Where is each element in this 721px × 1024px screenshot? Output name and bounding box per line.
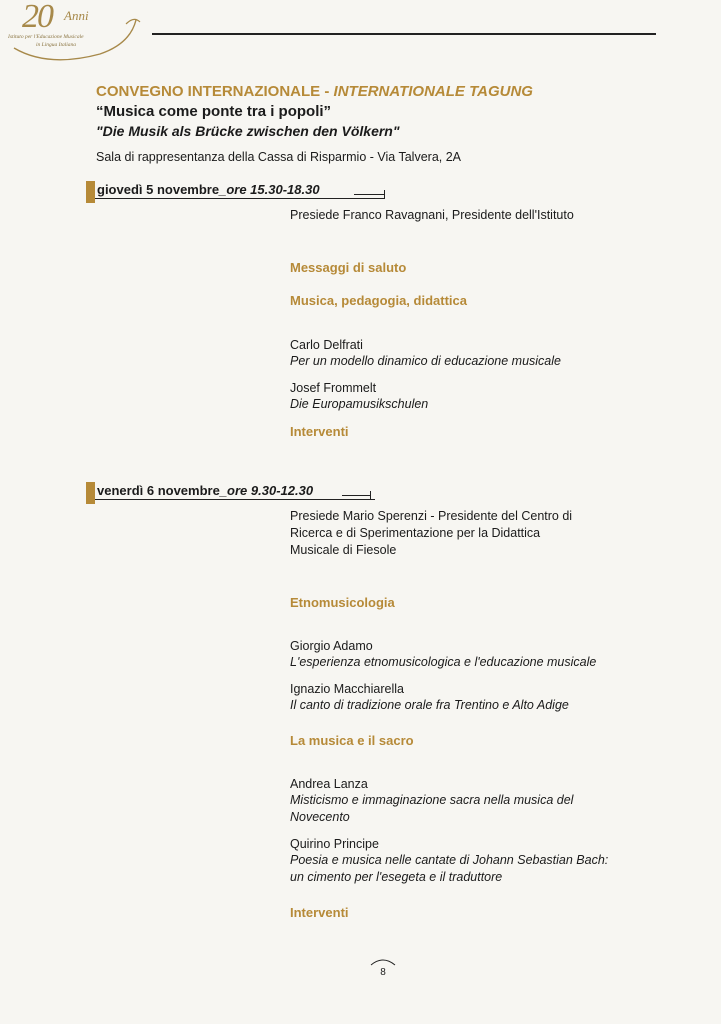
logo xyxy=(8,2,138,66)
day-1-time: 15.30-18.30 xyxy=(250,182,320,197)
day-marker-icon xyxy=(86,482,95,504)
talk-title-lanza-line-2: Novecento xyxy=(290,810,350,824)
day-2-underline xyxy=(95,499,375,500)
logo-word: Anni xyxy=(64,8,89,23)
section-sacred: La musica e il sacro xyxy=(290,733,414,748)
speaker-frommelt: Josef Frommelt xyxy=(290,381,377,395)
section-interventi-2: Interventi xyxy=(290,905,349,920)
conference-subtitle-de: "Die Musik als Brücke zwischen den Völkern" xyxy=(96,123,400,139)
logo-line-1: Istituto per l'Educazione Musicale xyxy=(8,34,84,40)
day-2-time: 9.30-12.30 xyxy=(250,483,314,498)
section-greetings: Messaggi di saluto xyxy=(290,260,407,275)
conference-title-separator: - xyxy=(320,83,334,100)
logo-number: 20 xyxy=(22,0,52,35)
day-2-chair-line-2: Ricerca e di Sperimentazione per la Didattica xyxy=(290,526,541,540)
page-number xyxy=(368,958,398,978)
day-2-chair-line-3: Musicale di Fiesole xyxy=(290,543,397,557)
talk-title-macchiarella: Il canto di tradizione orale fra Trentino e Alto Adige xyxy=(290,698,569,712)
talk-title-lanza-line-1: Misticismo e immaginazione sacra nella musica del xyxy=(290,793,574,807)
talk-title-adamo: L'esperienza etnomusicologica e l'educazione musicale xyxy=(290,655,597,669)
venue: Sala di rappresentanza della Cassa di Risparmio - Via Talvera, 2A xyxy=(96,150,462,164)
day-2-bracket-line xyxy=(342,495,370,496)
day-1-bracket-tick xyxy=(384,190,385,199)
speaker-principe: Quirino Principe xyxy=(290,837,379,851)
day-2-bracket-tick xyxy=(370,491,371,500)
conference-title-it: CONVEGNO INTERNAZIONALE xyxy=(96,83,321,100)
speaker-macchiarella: Ignazio Macchiarella xyxy=(290,682,404,696)
speaker-delfrati: Carlo Delfrati xyxy=(290,338,363,352)
day-1-underline xyxy=(95,198,385,199)
page-number-value: 8 xyxy=(380,967,386,978)
page-arc-icon xyxy=(370,958,396,966)
day-2-ore: _ore xyxy=(219,483,251,498)
talk-title-delfrati: Per un modello dinamico di educazione musicale xyxy=(290,354,561,368)
section-interventi-1: Interventi xyxy=(290,424,349,439)
day-1-bracket-line xyxy=(354,194,384,195)
day-1-chair: Presiede Franco Ravagnani, Presidente dell'Istituto xyxy=(290,208,574,222)
day-2-chair-line-1: Presiede Mario Sperenzi - Presidente del Centro di xyxy=(290,509,573,523)
speaker-adamo: Giorgio Adamo xyxy=(290,639,373,653)
conference-title-de: INTERNATIONALE TAGUNG xyxy=(333,83,533,100)
talk-title-frommelt: Die Europamusikschulen xyxy=(290,397,429,411)
talk-title-principe-line-1: Poesia e musica nelle cantate di Johann Sebastian Bach: xyxy=(290,853,609,867)
section-pedagogy: Musica, pedagogia, didattica xyxy=(290,293,467,308)
section-ethnomusicology: Etnomusicologia xyxy=(290,595,395,610)
logo-line-2: in Lingua Italiana xyxy=(36,42,77,48)
conference-title xyxy=(96,83,533,100)
conference-subtitle-it: “Musica come ponte tra i popoli” xyxy=(96,103,332,120)
day-1-label xyxy=(97,182,320,197)
day-1-header xyxy=(86,181,386,203)
day-1-ore: _ore xyxy=(219,182,251,197)
speaker-lanza: Andrea Lanza xyxy=(290,777,368,791)
day-2-label xyxy=(97,483,313,498)
day-2-header xyxy=(86,482,376,504)
day-marker-icon xyxy=(86,181,95,203)
day-1-date: giovedì 5 novembre xyxy=(97,182,220,197)
day-2-date: venerdì 6 novembre xyxy=(97,483,220,498)
talk-title-principe-line-2: un cimento per l'esegeta e il traduttore xyxy=(290,870,503,884)
header-rule xyxy=(152,33,656,35)
